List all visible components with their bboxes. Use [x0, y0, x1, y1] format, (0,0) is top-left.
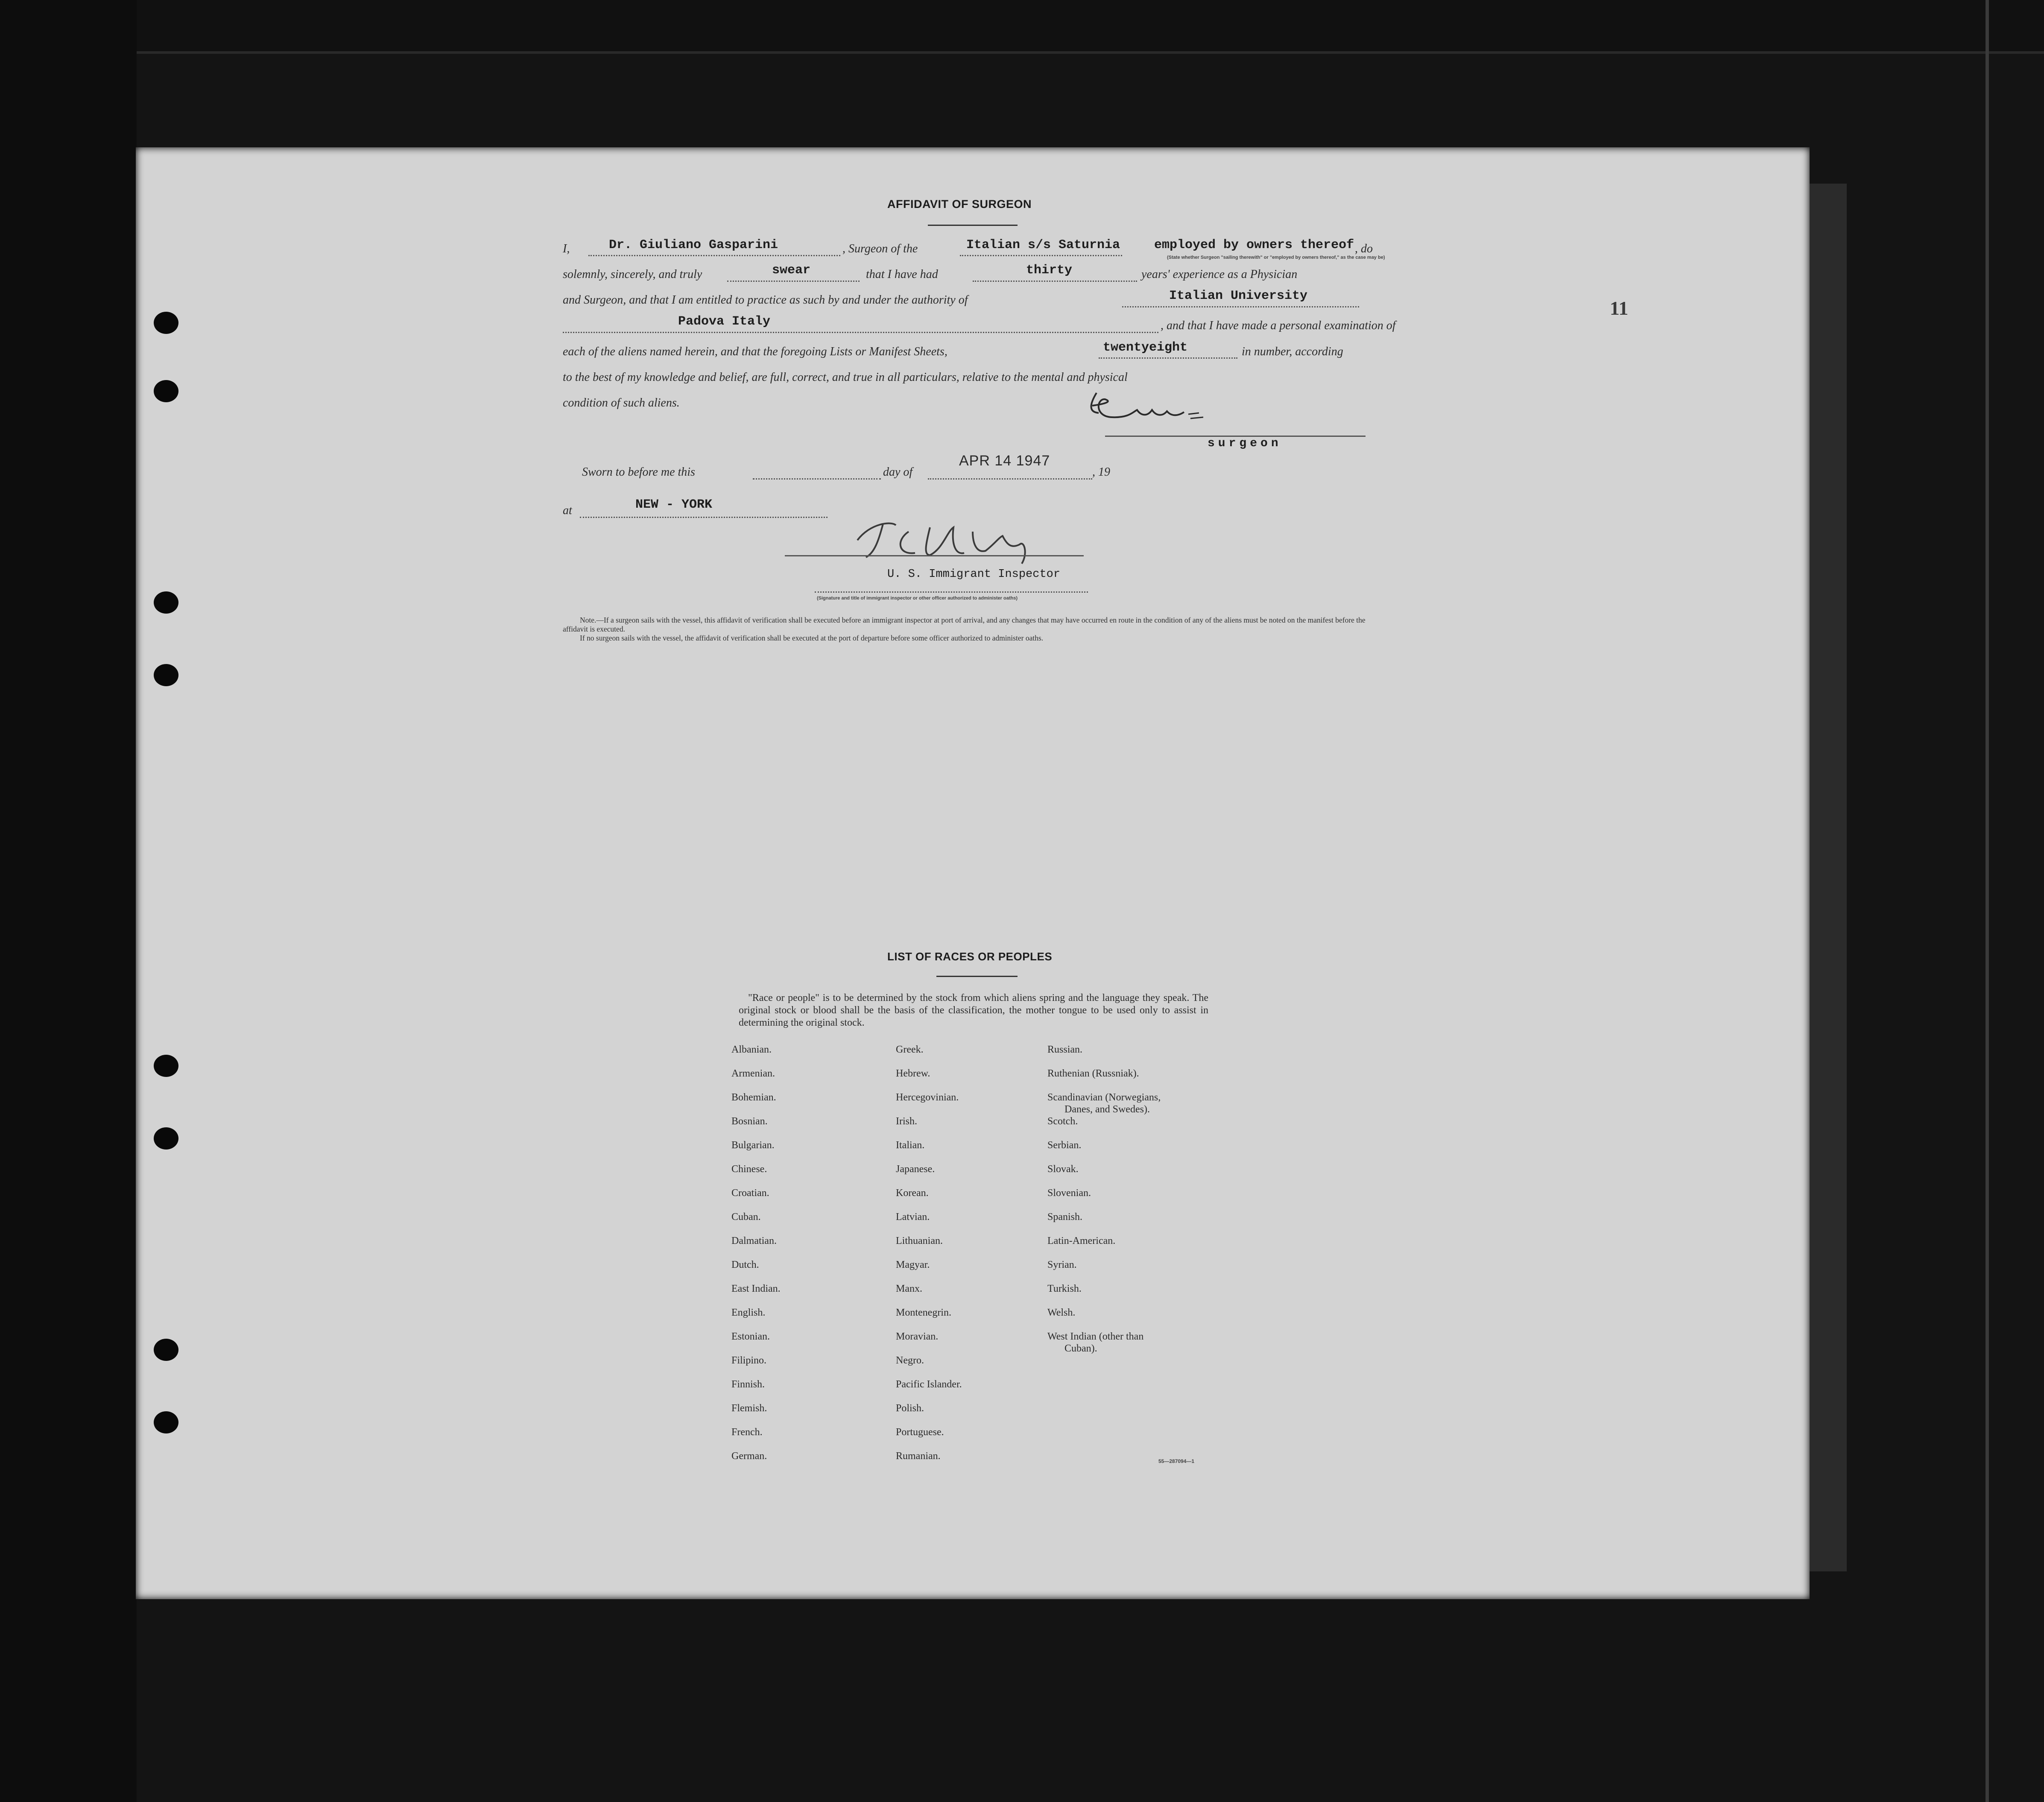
race-item: East Indian. — [731, 1283, 781, 1294]
race-item: Montenegrin. — [896, 1307, 951, 1318]
race-item: Estonian. — [731, 1331, 770, 1342]
race-item: Ruthenian (Russniak). — [1047, 1068, 1139, 1079]
race-item: Manx. — [896, 1283, 922, 1294]
race-item: Greek. — [896, 1044, 924, 1055]
surgeon-name-field: Dr. Giuliano Gasparini — [609, 238, 778, 252]
location-field: NEW - YORK — [635, 497, 713, 512]
film-border-top — [0, 0, 2044, 54]
inspector-note: (Signature and title of immigrant inspector or other officer authorized to administer oaths) — [817, 596, 1018, 601]
race-item: Latvian. — [896, 1211, 930, 1223]
race-item: Latin-American. — [1047, 1235, 1116, 1246]
race-item: Bulgarian. — [731, 1140, 775, 1151]
place-field: Padova Italy — [678, 314, 771, 329]
page-number: 11 — [1610, 297, 1629, 319]
fill-line — [580, 517, 828, 518]
authority-field: Italian University — [1169, 289, 1308, 303]
race-item: Lithuanian. — [896, 1235, 943, 1246]
fill-line — [973, 281, 1137, 282]
fill-line — [563, 332, 1158, 333]
race-item: Danes, and Swedes). — [1064, 1104, 1150, 1115]
race-item: Portuguese. — [896, 1427, 944, 1438]
employment-note: (State whether Surgeon "sailing therewith" or "employed by owners thereof," as the case may be) — [1167, 255, 1385, 260]
film-border-left — [0, 0, 137, 1802]
affidavit-title: AFFIDAVIT OF SURGEON — [887, 198, 1032, 211]
race-item: Cuban). — [1064, 1343, 1097, 1354]
race-item: Russian. — [1047, 1044, 1083, 1055]
footnote-2: If no surgeon sails with the vessel, the affidavit of verification shall be executed at the port of departure before some officer authorized to administer oaths. — [580, 634, 1044, 642]
race-item: Hercegovinian. — [896, 1092, 959, 1103]
years-field: thirty — [1026, 263, 1073, 278]
text-and-surgeon: and Surgeon, and that I am entitled to practice as such by and under the authority of — [563, 293, 968, 307]
text-i: I, — [563, 242, 570, 255]
text-sworn: Sworn to before me this — [582, 465, 695, 479]
text-day-of: day of — [883, 465, 913, 479]
races-title-underline — [936, 976, 1018, 977]
race-item: Pacific Islander. — [896, 1379, 962, 1390]
punch-hole — [154, 1411, 178, 1433]
fill-line — [815, 591, 1088, 593]
form-code: 55—287094—1 — [1158, 1458, 1195, 1464]
text-at: at — [563, 504, 572, 517]
punch-hole — [154, 380, 178, 402]
document-page — [136, 147, 1810, 1599]
race-item: Serbian. — [1047, 1140, 1082, 1151]
race-item: Hebrew. — [896, 1068, 930, 1079]
employment-field: employed by owners thereof — [1154, 238, 1354, 252]
punch-hole — [154, 1055, 178, 1077]
race-item: English. — [731, 1307, 766, 1318]
race-item: Dutch. — [731, 1259, 759, 1270]
text-personal-exam: , and that I have made a personal examination of — [1161, 319, 1396, 332]
races-title: LIST OF RACES OR PEOPLES — [887, 950, 1053, 963]
race-item: Italian. — [896, 1140, 925, 1151]
race-item: Bohemian. — [731, 1092, 776, 1103]
footnote-1: Note.—If a surgeon sails with the vessel, this affidavit of verification shall be executed before an immigrant inspector at port of arrival, and any changes that may have occurred en route in the condition of any of the aliens must be noted on the manifest before the affidavit is executed. — [563, 616, 1366, 633]
race-item: Dalmatian. — [731, 1235, 777, 1246]
text-solemnly: solemnly, sincerely, and truly — [563, 268, 702, 281]
surgeon-signature — [1082, 386, 1210, 433]
race-item: Cuban. — [731, 1211, 761, 1223]
race-item: West Indian (other than — [1047, 1331, 1144, 1342]
fill-line — [960, 255, 1122, 256]
inspector-title: U. S. Immigrant Inspector — [887, 568, 1061, 581]
race-item: Croatian. — [731, 1188, 769, 1199]
race-item: Welsh. — [1047, 1307, 1076, 1318]
text-condition: condition of such aliens. — [563, 396, 680, 410]
race-item: Armenian. — [731, 1068, 775, 1079]
race-item: Korean. — [896, 1188, 929, 1199]
inspector-signature — [845, 515, 1067, 566]
text-years-experience: years' experience as a Physician — [1141, 268, 1298, 281]
race-item: Polish. — [896, 1403, 924, 1414]
sheets-field: twentyeight — [1103, 340, 1188, 355]
title-underline — [928, 225, 1018, 226]
film-border-right — [1986, 0, 1989, 1802]
date-stamp: APR 14 1947 — [959, 453, 1050, 469]
race-item: Bosnian. — [731, 1116, 768, 1127]
oath-field: swear — [772, 263, 811, 278]
text-surgeon-of: , Surgeon of the — [842, 242, 918, 255]
inspector-signature-line — [785, 555, 1084, 556]
race-item: Spanish. — [1047, 1211, 1083, 1223]
race-item: Scandinavian (Norwegians, — [1047, 1092, 1161, 1103]
punch-hole — [154, 312, 178, 334]
race-item: Slovak. — [1047, 1164, 1079, 1175]
fill-line — [727, 281, 860, 282]
punch-hole — [154, 1127, 178, 1150]
race-item: German. — [731, 1451, 767, 1462]
race-item: Magyar. — [896, 1259, 930, 1270]
text-19: , 19 — [1092, 465, 1110, 479]
race-item: Flemish. — [731, 1403, 767, 1414]
punch-hole — [154, 664, 178, 686]
race-item: Japanese. — [896, 1164, 935, 1175]
punch-hole — [154, 591, 178, 614]
text-each-alien: each of the aliens named herein, and that the foregoing Lists or Manifest Sheets, — [563, 345, 947, 358]
race-item: Rumanian. — [896, 1451, 941, 1462]
race-item: Finnish. — [731, 1379, 765, 1390]
race-item: Irish. — [896, 1116, 917, 1127]
text-knowledge: to the best of my knowledge and belief, are full, correct, and true in all particulars, relative to the mental and physical — [563, 371, 1128, 384]
race-item: Chinese. — [731, 1164, 767, 1175]
race-item: Syrian. — [1047, 1259, 1077, 1270]
text-i-have-had: that I have had — [866, 268, 938, 281]
races-intro: "Race or people" is to be determined by the stock from which aliens spring and the language they speak. The original stock or blood shall be the basis of the classification, the mother tongue to be used only to assist in determining the original stock. — [739, 992, 1208, 1028]
fill-line — [1099, 357, 1237, 359]
surgeon-label: surgeon — [1208, 437, 1282, 450]
race-item: French. — [731, 1427, 763, 1438]
text-do: , do — [1355, 242, 1373, 255]
race-item: Filipino. — [731, 1355, 767, 1366]
fill-line — [1122, 306, 1359, 307]
race-item: Moravian. — [896, 1331, 939, 1342]
race-item: Albanian. — [731, 1044, 772, 1055]
fill-line — [928, 478, 1092, 480]
race-item: Scotch. — [1047, 1116, 1078, 1127]
race-item: Slovenian. — [1047, 1188, 1091, 1199]
race-item: Turkish. — [1047, 1283, 1082, 1294]
punch-hole — [154, 1339, 178, 1361]
race-item: Negro. — [896, 1355, 924, 1366]
fill-line — [588, 255, 840, 256]
fill-line — [753, 478, 881, 480]
ship-field: Italian s/s Saturnia — [966, 238, 1120, 252]
text-in-number: in number, according — [1242, 345, 1343, 358]
